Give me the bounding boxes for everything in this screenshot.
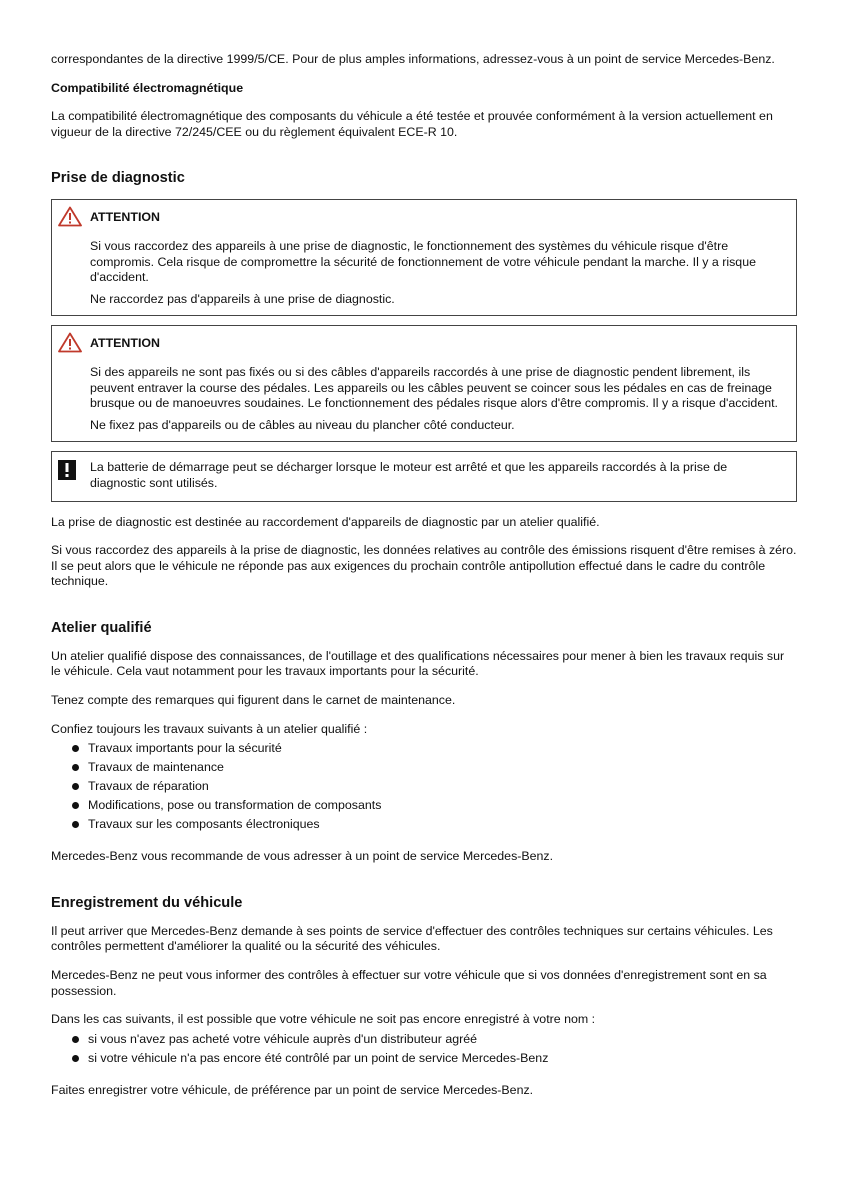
warning-title-2: ATTENTION xyxy=(90,336,160,351)
atelier-paragraph-1: Un atelier qualifié dispose des connaissances, de l'outillage et des qualifications nécessaires pour mener à bien les travaux requis sur le véhicule. Cela vaut notamment pour les travaux importants pour la sécurité. xyxy=(51,648,785,679)
atelier-list-intro: Confiez toujours les travaux suivants à un atelier qualifié : xyxy=(51,721,368,736)
list-item-text: Travaux de maintenance xyxy=(88,760,224,775)
warning-text-2a: Si des appareils ne sont pas fixés ou si des câbles d'appareils raccordés à une prise de diagnostic pendent librement, ils peuvent entraver la course des pédales. Les appareils ou les câbles peuvent se coincer sous les pédales en cas de freinage brusque ou de manoeuvres soudaines. Le fonctionnement des pédales risque alors d'être compromis. Il y a risque d'accident. xyxy=(90,364,778,411)
list-item-text: Modifications, pose ou transformation de composants xyxy=(88,798,382,813)
section-atelier xyxy=(51,619,797,865)
warning-text-1b: Ne raccordez pas d'appareils à une prise de diagnostic. xyxy=(90,291,395,306)
warning-triangle-icon xyxy=(58,206,82,227)
section-enregistrement xyxy=(51,894,797,1099)
list-item xyxy=(51,779,797,798)
list-item-text: si vous n'avez pas acheté votre véhicule auprès d'un distributeur agréé xyxy=(88,1031,478,1046)
diagnostic-paragraph-2: Si vous raccordez des appareils à la prise de diagnostic, les données relatives au contrôle des émissions risquent d'être remises à zéro. Il se peut alors que le véhicule ne réponde pas aux exigences du prochain contrôle antipollution effectué dans le cadre du contrôle technique. xyxy=(51,543,797,589)
atelier-paragraph-2: Tenez compte des remarques qui figurent dans le carnet de maintenance. xyxy=(51,693,456,708)
enregistrement-heading: Enregistrement du véhicule xyxy=(51,894,243,911)
emc-paragraph: La compatibilité électromagnétique des composants du véhicule a été testée et prouvée conformément à la version actuellement en vigueur de la directive 72/245/CEE ou du règlement équivalent ECE-R 10. xyxy=(51,109,773,139)
list-item-text: Travaux sur les composants électroniques xyxy=(88,817,320,832)
list-item-text: Travaux importants pour la sécurité xyxy=(88,741,282,756)
bullet-icon xyxy=(72,783,79,790)
section-diagnostic xyxy=(51,169,797,590)
enregistrement-list-intro: Dans les cas suivants, il est possible que votre véhicule ne soit pas encore enregistré à votre nom : xyxy=(51,1012,596,1027)
bullet-icon xyxy=(72,764,79,771)
atelier-paragraph-3: Mercedes-Benz vous recommande de vous adresser à un point de service Mercedes-Benz. xyxy=(51,849,554,864)
atelier-heading: Atelier qualifié xyxy=(51,619,152,636)
warning-box-2 xyxy=(51,325,797,442)
warning-triangle-icon xyxy=(58,332,82,353)
diagnostic-paragraph-1: La prise de diagnostic est destinée au raccordement d'appareils de diagnostic par un atelier qualifié. xyxy=(51,514,600,529)
bullet-icon xyxy=(72,1036,79,1043)
list-item xyxy=(51,760,797,779)
enregistrement-list xyxy=(51,1032,797,1070)
warning-box-1 xyxy=(51,199,797,316)
warning-title-1: ATTENTION xyxy=(90,210,160,225)
list-item-text: si votre véhicule n'a pas encore été contrôlé par un point de service Mercedes-Benz xyxy=(88,1050,549,1065)
bullet-icon xyxy=(72,745,79,752)
list-item xyxy=(51,1032,797,1051)
warning-text-2b: Ne fixez pas d'appareils ou de câbles au niveau du plancher côté conducteur. xyxy=(90,417,515,432)
enregistrement-paragraph-1: Il peut arriver que Mercedes-Benz demande à ses points de service d'effectuer des contrôles techniques sur certains véhicules. Les contrôles permettent d'améliorer la qualité ou la sécurité des véhicules. xyxy=(51,923,773,954)
list-item xyxy=(51,798,797,817)
bullet-icon xyxy=(72,802,79,809)
diagnostic-heading: Prise de diagnostic xyxy=(51,170,185,187)
enregistrement-paragraph-2: Mercedes-Benz ne peut vous informer des contrôles à effectuer sur votre véhicule que si vos données d'enregistrement sont en sa possession. xyxy=(51,968,767,998)
list-item xyxy=(51,741,797,760)
bullet-icon xyxy=(72,821,79,828)
warning-text-1a: Si vous raccordez des appareils à une prise de diagnostic, le fonctionnement des systèmes du véhicule risque d'être compromis. Cela risque de compromettre la sécurité de fonctionnement de votre véhicule pendant la marche. Il y a risque d'accident. xyxy=(90,238,756,285)
exclamation-square-icon xyxy=(58,460,76,480)
enregistrement-paragraph-3: Faites enregistrer votre véhicule, de préférence par un point de service Mercedes-Benz. xyxy=(51,1082,534,1097)
notice-box xyxy=(51,451,797,501)
list-item xyxy=(51,817,797,836)
continued-paragraph: correspondantes de la directive 1999/5/CE. Pour de plus amples informations, adressez-vous à un point de service Mercedes-Benz. xyxy=(51,52,775,66)
bullet-icon xyxy=(72,1055,79,1062)
page-content xyxy=(51,52,797,1111)
notice-text: La batterie de démarrage peut se décharger lorsque le moteur est arrêté et que les appareils raccordés à la prise de diagnostic sont utilisés. xyxy=(90,460,728,490)
atelier-list xyxy=(51,741,797,836)
list-item-text: Travaux de réparation xyxy=(88,779,209,794)
list-item xyxy=(51,1051,797,1070)
emc-heading: Compatibilité électromagnétique xyxy=(51,80,244,95)
